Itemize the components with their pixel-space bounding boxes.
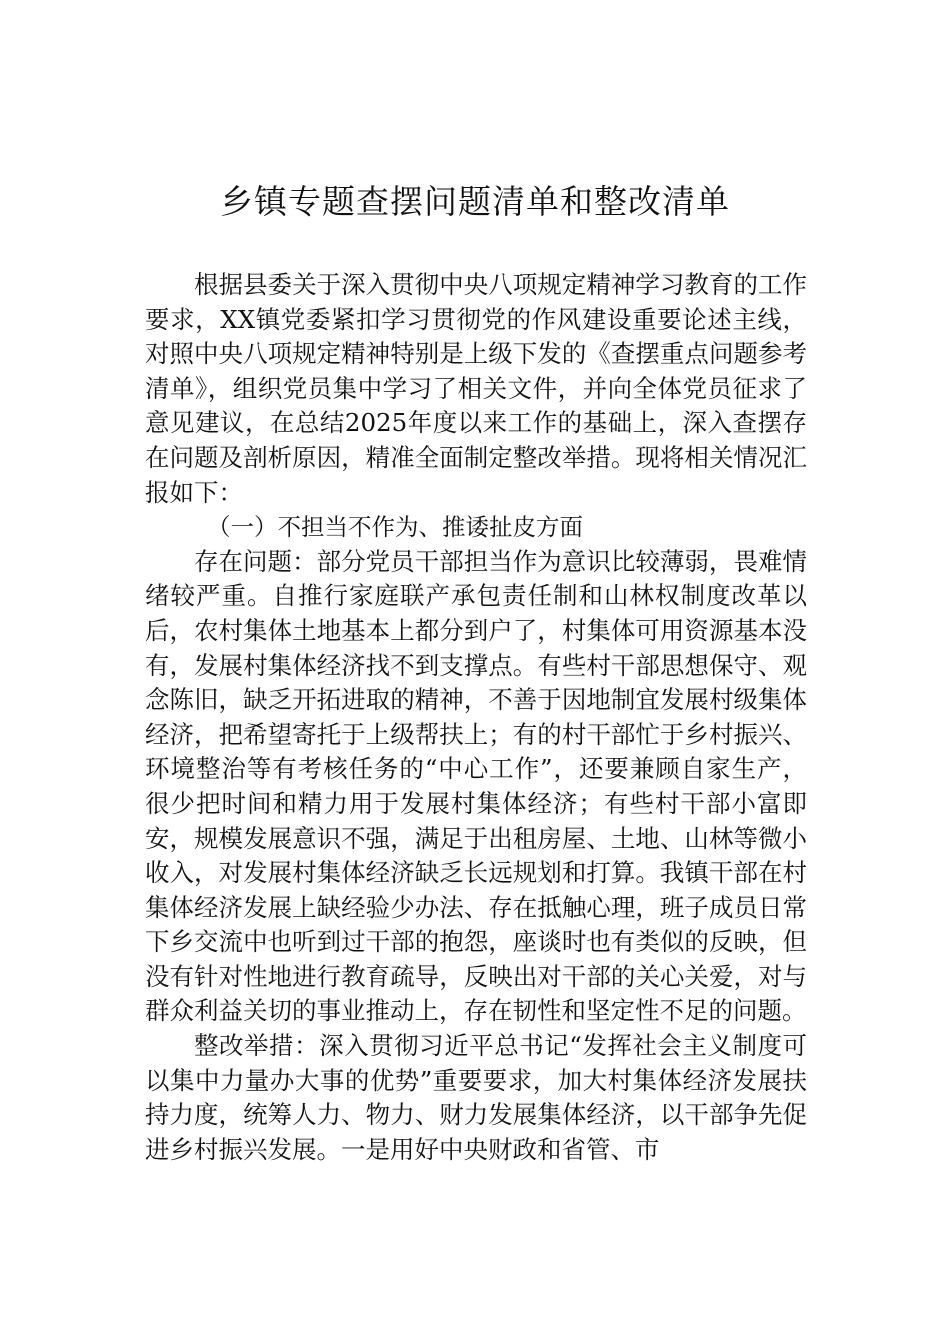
section-heading: （一）不担当不作为、推诿扯皮方面 [207,513,583,542]
measures-paragraph: 整改举措：深入贯彻习近平总书记“发挥社会主义制度可以集中力量办大事的优势”重要要求，加大村集体经济发展扶持力度，统筹人力、物力、财力发展集体经济，以干部争先促进乡村振兴发展。一是用好中央财政和省管、市 [145,1031,807,1164]
document-title: 乡镇专题查摆问题清单和整改清单 [220,182,730,221]
intro-paragraph: 根据县委关于深入贯彻中央八项规定精神学习教育的工作要求，XX镇党委紧扣学习贯彻党的作风建设重要论述主线，对照中央八项规定精神特别是上级下发的《查摆重点问题参考清单》，组织党员集中学习了相关文件，并向全体党员征求了意见建议，在总结2025年度以来工作的基础上，深入查摆存在问题及剖析原因，精准全面制定整改举措。现将相关情况汇报如下： [145,270,807,507]
problem-paragraph: 存在问题：部分党员干部担当作为意识比较薄弱，畏难情绪较严重。自推行家庭联产承包责任制和山林权制度改革以后，农村集体土地基本上都分到户了，村集体可用资源基本没有，发展村集体经济找不到支撑点。有些村干部思想保守、观念陈旧，缺乏开拓进取的精神，不善于因地制宜发展村级集体经济，把希望寄托于上级帮扶上；有的村干部忙于乡村振兴、环境整治等有考核任务的“中心工作”，还要兼顾自家生产，很少把时间和精力用于发展村集体经济；有些村干部小富即安，规模发展意识不强，满足于出租房屋、土地、山林等微小收入，对发展村集体经济缺乏长远规划和打算。我镇干部在村集体经济发展上缺经验少办法、存在抵触心理，班子成员日常下乡交流中也听到过干部的抱怨，座谈时也有类似的反映，但没有针对性地进行教育疏导，反映出对干部的关心关爱，对与群众利益关切的事业推动上，存在韧性和坚定性不足的问题。 [145,546,807,1026]
document-body [145,268,807,1167]
